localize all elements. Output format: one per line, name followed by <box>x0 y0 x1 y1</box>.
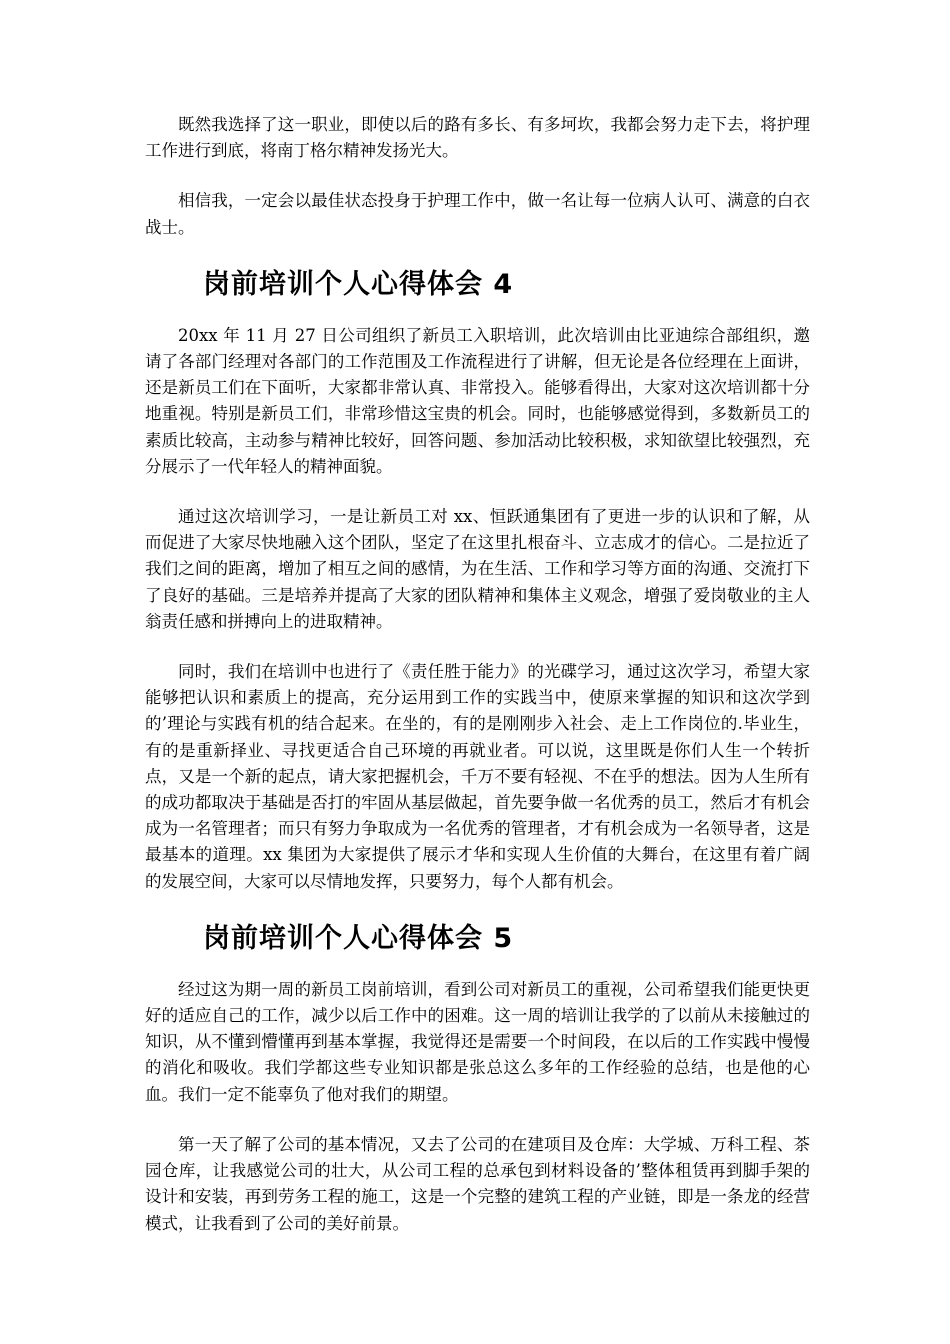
section-heading-4: 岗前培训个人心得体会 4 <box>203 268 514 300</box>
paragraph-first-day: 第一天了解了公司的基本情况，又去了公司的在建项目及仓库：大学城、万科工程、茶园仓库，让我感觉公司的壮大，从公司工程的总承包到材料设备的’整体租赁再到脚手架的设计和安装，再到劳务工程的施工，这是一个完整的建筑工程的产业链，即是一条龙的经营模式，让我看到了公司的美好前景。 <box>145 1134 810 1233</box>
paragraph-nursing-pledge: 相信我，一定会以最佳状态投身于护理工作中，做一名让每一位病人认可、满意的白衣战士。 <box>145 191 810 237</box>
document-body <box>145 112 810 1261</box>
paragraph-training-overview: 20xx 年 11 月 27 日公司组织了新员工入职培训，此次培训由比亚迪综合部组织，邀请了各部门经理对各部门的工作范围及工作流程进行了讲解，但无论是各位经理在上面讲，还是新员工们在下面听，大家都非常认真、非常投入。能够看得出，大家对这次培训都十分地重视。特别是新员工们，非常珍惜这宝贵的机会。同时，也能够感觉得到，多数新员工的素质比较高，主动参与精神比较好，回答问题、参加活动比较积极，求知欲望比较强烈，充分展示了一代年轻人的精神面貌。 <box>145 325 810 476</box>
paragraph-training-benefits: 通过这次培训学习，一是让新员工对 xx、恒跃通集团有了更进一步的认识和了解，从而促进了大家尽快地融入这个团队，坚定了在这里扎根奋斗、立志成才的信心。二是拉近了我们之间的距离，增加了相互之间的感情，为在生活、工作和学习等方面的沟通、交流打下了良好的基础。三是培养并提高了大家的团队精神和集体主义观念，增强了爱岗敬业的主人翁责任感和拼搏向上的进取精神。 <box>145 507 810 631</box>
paragraph-week-training: 经过这为期一周的新员工岗前培训，看到公司对新员工的重视，公司希望我们能更快更好的适应自己的工作，减少以后工作中的困难。这一周的培训让我学的了以前从未接触过的知识，从不懂到懵懂再到基本掌握，我觉得还是需要一个时间段，在以后的工作实践中慢慢的消化和吸收。我们学都这些专业知识都是张总这么多年的工作经验的总结，也是他的心血。我们一定不能辜负了他对我们的期望。 <box>145 979 810 1104</box>
paragraph-dvd-study: 同时，我们在培训中也进行了《责任胜于能力》的光碟学习，通过这次学习，希望大家能够把认识和素质上的提高，充分运用到工作的实践当中，使原来掌握的知识和这次学到的’理论与实践有机的结合起来。在坐的，有的是刚刚步入社会、走上工作岗位的.毕业生，有的是重新择业、寻找更适合自己环境的再就业者。可以说，这里既是你们人生一个转折点，又是一个新的起点，请大家把握机会，千万不要有轻视、不在乎的想法。因为人生所有的成功都取决于基础是否打的牢固从基层做起，首先要争做一名优秀的员工，然后才有机会成为一名管理者；而只有努力争取成为一名优秀的管理者，才有机会成为一名领导者，这是最基本的道理。xx 集团为大家提供了展示才华和实现人生价值的大舞台，在这里有着广阔的发展空间，大家可以尽情地发挥，只要努力，每个人都有机会。 <box>145 662 810 891</box>
paragraph-career-commitment: 既然我选择了这一职业，即使以后的路有多长、有多坷坎，我都会努力走下去，将护理工作进行到底，将南丁格尔精神发扬光大。 <box>145 115 810 161</box>
section-heading-5: 岗前培训个人心得体会 5 <box>203 922 514 954</box>
